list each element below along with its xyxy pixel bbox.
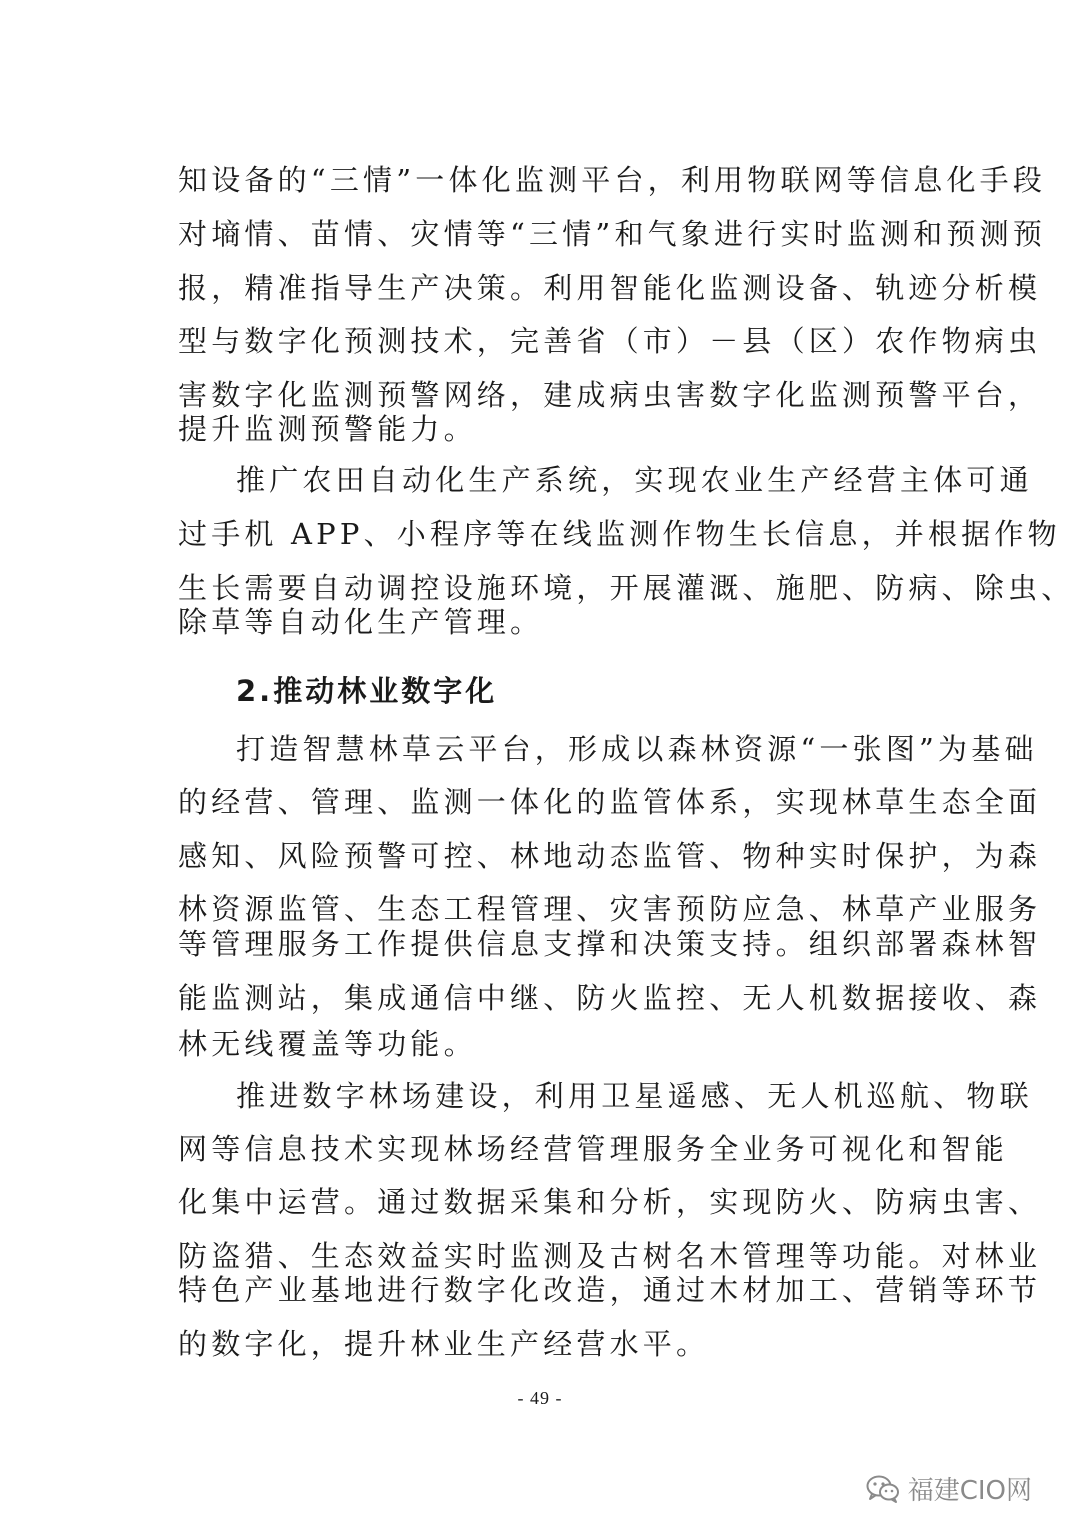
paragraph-2-line: 过手机 APP、小程序等在线监测作物生长信息，并根据作物 [178,517,1061,551]
paragraph-4-line: 化集中运营。通过数据采集和分析，实现防火、防病虫害、 [178,1185,1042,1219]
paragraph-3-line: 能监测站，集成通信中继、防火监控、无人机数据接收、森 [178,981,1042,1015]
paragraph-1-line: 型与数字化预测技术，完善省（市）－县（区）农作物病虫 [178,324,1042,358]
watermark [866,1470,1032,1507]
wechat-icon [866,1474,900,1504]
paragraph-4-line: 的数字化，提升林业生产经营水平。 [178,1327,710,1361]
paragraph-1-line: 对墒情、苗情、灾情等“三情”和气象进行实时监测和预测预 [178,217,1047,251]
page-number: - 49 - [517,1388,563,1408]
paragraph-3-line: 林无线覆盖等功能。 [178,1027,477,1061]
paragraph-3-line: 打造智慧林草云平台，形成以森林资源“一张图”为基础 [236,732,1038,766]
paragraph-1-line: 知设备的“三情”一体化监测平台，利用物联网等信息化手段 [178,163,1047,197]
paragraph-4-line: 特色产业基地进行数字化改造，通过木材加工、营销等环节 [178,1273,1042,1307]
paragraph-4-line: 推进数字林场建设，利用卫星遥感、无人机巡航、物联 [236,1079,1033,1113]
section-heading: 2.推动林业数字化 [236,674,498,708]
paragraph-2-line: 除草等自动化生产管理。 [178,605,544,639]
paragraph-4-line: 防盗猎、生态效益实时监测及古树名木管理等功能。对林业 [178,1239,1042,1273]
paragraph-3-line: 感知、风险预警可控、林地动态监管、物种实时保护，为森 [178,839,1042,873]
paragraph-2-line: 生长需要自动调控设施环境，开展灌溉、施肥、防病、除虫、 [178,571,1075,605]
paragraph-2-line: 推广农田自动化生产系统，实现农业生产经营主体可通 [236,463,1033,497]
watermark-text: 福建CIO网 [907,1476,1032,1506]
paragraph-1-line: 提升监测预警能力。 [178,412,477,446]
paragraph-3-line: 林资源监管、生态工程管理、灾害预防应急、林草产业服务 [178,892,1042,926]
paragraph-3-line: 的经营、管理、监测一体化的监管体系，实现林草生态全面 [178,785,1042,819]
paragraph-1-line: 害数字化监测预警网络，建成病虫害数字化监测预警平台， [178,378,1042,412]
paragraph-3-line: 等管理服务工作提供信息支撑和决策支持。组织部署森林智 [178,927,1042,961]
paragraph-4-line: 网等信息技术实现林场经营管理服务全业务可视化和智能 [178,1132,1009,1166]
paragraph-1-line: 报，精准指导生产决策。利用智能化监测设备、轨迹分析模 [178,271,1042,305]
